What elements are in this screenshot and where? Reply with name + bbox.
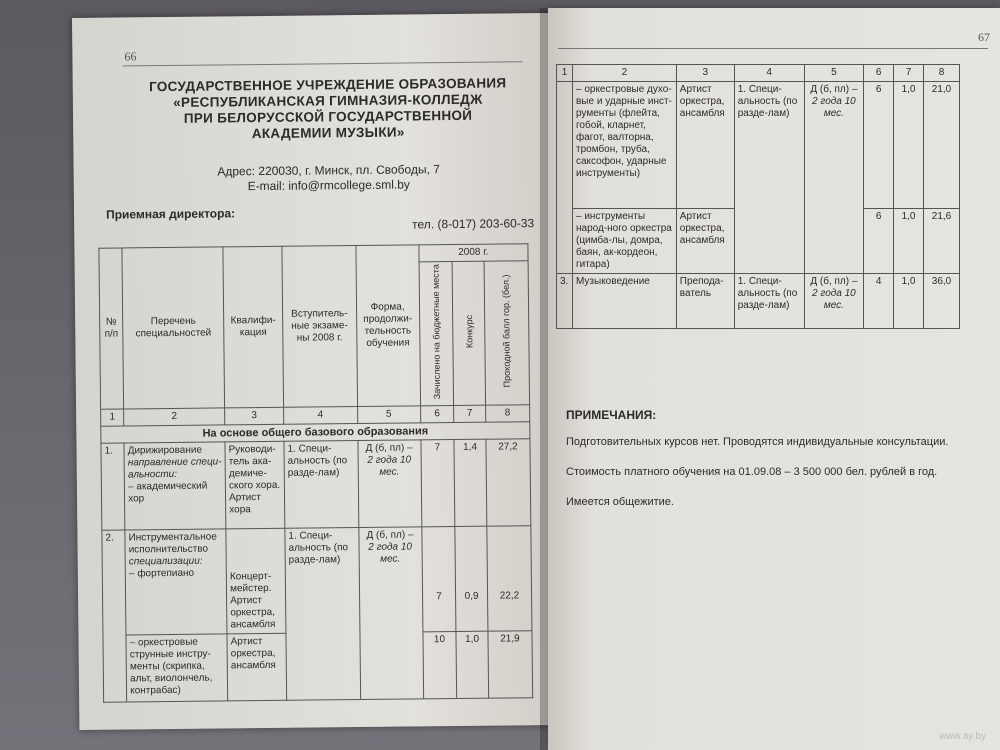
col-number: 4 (734, 65, 804, 82)
col-number: 2 (124, 408, 225, 426)
form-main: Д (б, пл) – (810, 276, 858, 287)
row-competition: 0,9 (455, 526, 488, 631)
row-form (357, 440, 421, 528)
col-number: 6 (864, 65, 894, 82)
row-num: 2. (102, 530, 127, 702)
row-num: 1. (101, 443, 125, 530)
row-passing: 21,6 (924, 209, 960, 274)
table-row (557, 274, 960, 329)
header-enrolled: Зачислено на бюджетные места (430, 264, 442, 400)
title-line-1: ГОСУДАРСТВЕННОЕ УЧРЕЖДЕНИЕ ОБРАЗОВАНИЯ (148, 75, 507, 95)
header-year: 2008 г. (419, 244, 529, 262)
row-competition: 1,0 (894, 82, 924, 209)
row-exam: 1. Специ-альность (по разде-лам) (284, 441, 359, 529)
row-form (804, 82, 864, 274)
form-duration: 2 года 10 мес. (368, 541, 413, 565)
form-main: Д (б, пл) – (810, 84, 858, 95)
row-passing: 22,2 (487, 526, 532, 631)
col-number: 8 (924, 65, 960, 82)
row-qualification: Артист оркестра, ансамбля (676, 82, 734, 209)
col-number: 8 (485, 405, 529, 422)
header-enrolled-cell (419, 262, 454, 406)
note-courses: Подготовительных курсов нет. Проводятся индивидуальные консультации. (566, 436, 949, 448)
header-num: № п/п (99, 248, 124, 409)
row-specialty: – оркестровые духо-вые и ударные инст-рументы (флейта, гобой, кларнет, фагот, валторна, тромбон, труба, саксофон, ударные инструменты) (572, 82, 676, 209)
email: E-mail: info@rmcollege.sml.by (247, 177, 410, 194)
row-enrolled: 7 (421, 527, 456, 632)
row-enrolled: 4 (864, 274, 894, 329)
header-exams: Вступитель-ные экзаме-ны 2008 г. (282, 246, 357, 408)
header-specialties: Перечень специальностей (122, 247, 225, 409)
right-page (548, 8, 1000, 750)
row-competition: 1,4 (454, 439, 486, 526)
row-qualification: Руководи-тель ака-демиче-ского хора. Артист хора (225, 441, 285, 529)
row-exam: 1. Специ-альность (по разде-лам) (734, 274, 804, 329)
spec-direction: направление специ-альности: (127, 456, 222, 481)
row-specialty (124, 442, 226, 530)
row-passing: 21,0 (924, 82, 960, 209)
table-row (557, 82, 960, 209)
header-competition-cell (452, 261, 485, 405)
row-enrolled: 6 (864, 209, 894, 274)
row-competition: 1,0 (894, 209, 924, 274)
address: Адрес: 220030, г. Минск, пл. Свободы, 7 (217, 162, 440, 179)
contact-block (144, 161, 514, 195)
left-page (72, 13, 557, 730)
row-competition: 1,0 (456, 631, 488, 698)
section-heading: На основе общего базового образования (101, 422, 530, 443)
row-exam: 1. Специ-альность (по разде-лам) (734, 82, 804, 274)
table-row (102, 526, 532, 635)
row-qualification: Артист оркестра, ансамбля (227, 633, 287, 701)
row-enrolled: 7 (421, 440, 456, 527)
page-number-right: 67 (978, 30, 990, 44)
col-number: 1 (101, 409, 124, 426)
reception-label: Приемная директора: (105, 206, 236, 222)
row-passing: 36,0 (924, 274, 960, 329)
col-number: 3 (225, 407, 284, 425)
row-specialty: – оркестровые струнные инстру-менты (скрипка, альт, виолончель, контрабас) (126, 634, 228, 702)
note-dormitory: Имеется общежитие. (566, 496, 674, 508)
spec-sub: – академический хор (127, 480, 208, 505)
admissions-table-right (556, 64, 960, 329)
row-qualification: Артист оркестра, ансамбля (676, 209, 734, 274)
col-number: 3 (676, 65, 734, 82)
spec-title: Дирижирование (127, 444, 203, 457)
col-number: 7 (454, 405, 486, 422)
header-passing-cell (484, 261, 530, 406)
column-number-row (557, 65, 960, 82)
header-rule (122, 61, 522, 66)
form-duration: 2 года 10 мес. (812, 96, 856, 119)
row-qualification: Препода-ватель (676, 274, 734, 329)
watermark: www.ay.by (938, 731, 986, 742)
row-specialty: Музыковедение (572, 274, 676, 329)
header-rule (558, 48, 988, 49)
institution-title (143, 75, 514, 143)
col-number: 2 (572, 65, 676, 82)
header-qualification: Квалифи-кация (223, 246, 284, 408)
row-form (358, 527, 423, 700)
row-passing: 27,2 (486, 439, 531, 526)
header-form: Форма, продолжи-тельность обучения (355, 245, 420, 407)
note-cost: Стоимость платного обучения на 01.09.08 – 3 500 000 бел. рублей в год. (566, 466, 938, 478)
spec-direction: специализации: (128, 555, 203, 568)
spec-sub: – фортепиано (128, 567, 195, 580)
form-duration: 2 года 10 мес. (367, 454, 412, 478)
spec-title: Инструментальное исполнительство (128, 531, 217, 556)
row-num: 3. (557, 274, 573, 329)
form-duration: 2 года 10 мес. (812, 288, 856, 311)
row-form (804, 274, 864, 329)
col-number: 7 (894, 65, 924, 82)
admissions-table-left (98, 243, 533, 703)
row-qualification: Концерт-мейстер. Артист оркестра, ансамбля (226, 528, 286, 634)
form-main: Д (б, пл) – (365, 442, 413, 455)
header-passing: Проходной балл гор. (бел.) (501, 274, 513, 388)
header-competition: Конкурс (463, 314, 474, 349)
row-specialty (125, 529, 227, 635)
col-number: 5 (804, 65, 864, 82)
col-number: 1 (557, 65, 573, 82)
row-enrolled: 6 (864, 82, 894, 209)
row-num (557, 82, 573, 274)
row-passing: 21,9 (488, 631, 533, 698)
form-main: Д (б, пл) – (366, 529, 414, 542)
col-number: 4 (284, 407, 358, 425)
title-line-2: «РЕСПУБЛИКАНСКАЯ ГИМНАЗИЯ-КОЛЛЕДЖ (173, 91, 483, 110)
title-line-3: ПРИ БЕЛОРУССКОЙ ГОСУДАРСТВЕННОЙ (183, 107, 473, 126)
row-competition: 1,0 (894, 274, 924, 329)
notes-heading: ПРИМЕЧАНИЯ: (566, 408, 657, 422)
title-line-4: АКАДЕМИИ МУЗЫКИ» (251, 124, 405, 142)
table-row (101, 439, 531, 530)
row-enrolled: 10 (423, 632, 457, 699)
col-number: 6 (420, 406, 454, 423)
phone-number: тел. (8-017) 203-60-33 (412, 216, 535, 232)
col-number: 5 (357, 406, 420, 424)
page-number-left: 66 (124, 49, 137, 64)
row-exam: 1. Специ-альность (по разде-лам) (285, 528, 360, 701)
row-specialty: – инструменты народ-ного оркестра (цимба-лы, домра, баян, ак-кордеон, гитара) (572, 209, 676, 274)
